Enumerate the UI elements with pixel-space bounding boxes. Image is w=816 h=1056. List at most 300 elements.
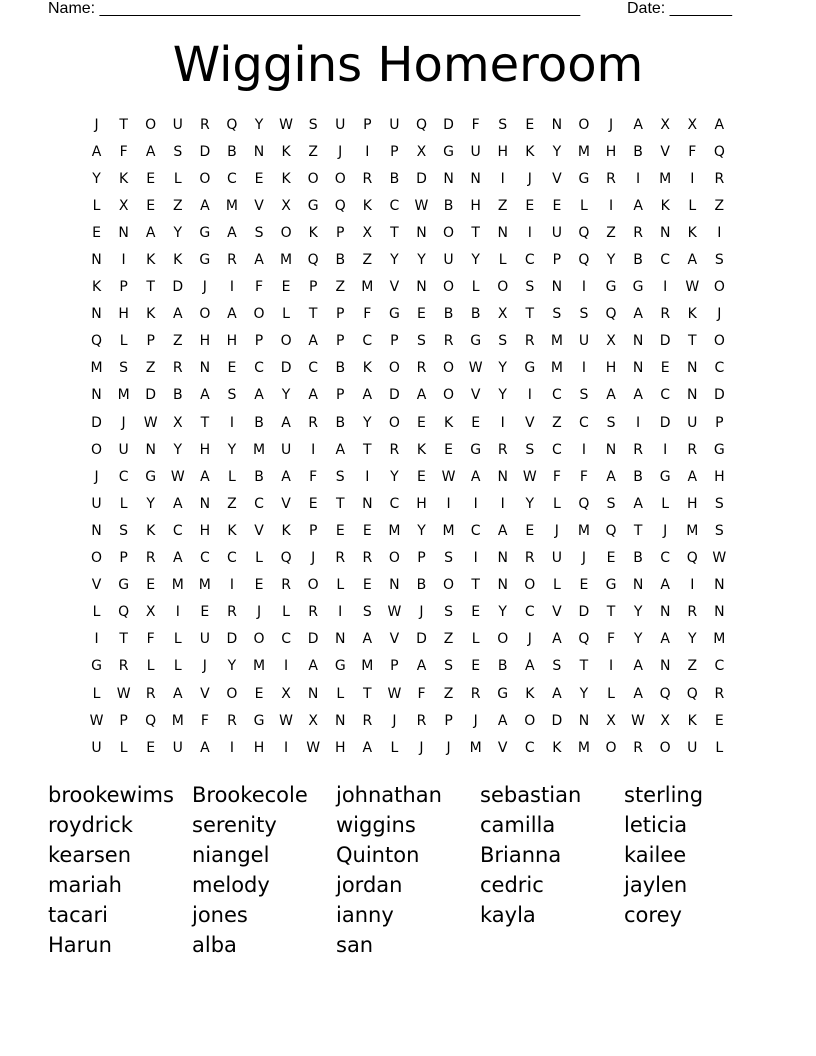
grid-letter[interactable]: P: [308, 279, 318, 296]
grid-letter[interactable]: A: [497, 712, 508, 729]
grid-letter[interactable]: F: [363, 306, 372, 323]
grid-letter[interactable]: J: [202, 658, 207, 675]
grid-letter[interactable]: S: [525, 279, 535, 296]
grid-letter[interactable]: O: [497, 631, 509, 648]
grid-letter[interactable]: I: [229, 279, 234, 296]
grid-letter[interactable]: I: [229, 577, 234, 594]
grid-letter[interactable]: E: [444, 441, 453, 458]
grid-letter[interactable]: A: [362, 739, 373, 756]
grid-letter[interactable]: M: [442, 522, 455, 539]
grid-letter[interactable]: H: [714, 468, 725, 485]
grid-letter[interactable]: M: [659, 170, 672, 187]
grid-letter[interactable]: F: [417, 685, 426, 702]
grid-letter[interactable]: V: [91, 577, 102, 594]
grid-letter[interactable]: S: [417, 333, 426, 350]
grid-letter[interactable]: M: [577, 739, 590, 756]
grid-letter[interactable]: J: [311, 550, 316, 567]
grid-letter[interactable]: S: [525, 441, 535, 458]
grid-letter[interactable]: X: [660, 712, 670, 729]
grid-letter[interactable]: N: [497, 577, 508, 594]
grid-letter[interactable]: D: [659, 414, 671, 431]
grid-letter[interactable]: P: [336, 387, 345, 404]
grid-letter[interactable]: L: [580, 197, 588, 214]
grid-letter[interactable]: Q: [145, 712, 157, 729]
grid-letter[interactable]: A: [416, 387, 427, 404]
grid-letter[interactable]: G: [497, 685, 509, 702]
grid-letter[interactable]: P: [254, 333, 264, 350]
grid-letter[interactable]: I: [365, 468, 370, 485]
grid-letter[interactable]: Q: [578, 252, 590, 269]
grid-letter[interactable]: I: [311, 441, 316, 458]
grid-letter[interactable]: I: [663, 441, 668, 458]
grid-letter[interactable]: Q: [659, 685, 671, 702]
grid-letter[interactable]: T: [606, 604, 616, 621]
grid-letter[interactable]: E: [281, 279, 291, 296]
grid-letter[interactable]: G: [443, 143, 454, 160]
grid-letter[interactable]: C: [470, 522, 481, 539]
grid-letter[interactable]: A: [91, 143, 102, 160]
grid-letter[interactable]: R: [308, 414, 319, 431]
grid-letter[interactable]: Q: [334, 197, 346, 214]
grid-letter[interactable]: L: [119, 739, 128, 756]
grid-letter[interactable]: W: [143, 414, 158, 431]
grid-letter[interactable]: K: [146, 522, 156, 539]
grid-letter[interactable]: W: [712, 550, 727, 567]
grid-letter[interactable]: W: [685, 279, 700, 296]
grid-letter[interactable]: D: [389, 387, 400, 404]
grid-letter[interactable]: Y: [363, 414, 372, 431]
grid-letter[interactable]: M: [388, 522, 401, 539]
grid-letter[interactable]: K: [146, 252, 156, 269]
grid-letter[interactable]: G: [578, 170, 590, 187]
grid-letter[interactable]: P: [146, 333, 155, 350]
grid-letter[interactable]: D: [145, 387, 157, 404]
grid-letter[interactable]: A: [633, 197, 643, 214]
grid-letter[interactable]: E: [92, 224, 101, 241]
grid-letter[interactable]: B: [254, 414, 264, 431]
grid-letter[interactable]: N: [253, 143, 265, 160]
grid-letter[interactable]: A: [552, 685, 562, 702]
grid-letter[interactable]: S: [714, 252, 724, 269]
grid-letter[interactable]: I: [581, 441, 587, 458]
grid-letter[interactable]: G: [253, 712, 265, 729]
grid-letter[interactable]: R: [145, 685, 156, 702]
grid-letter[interactable]: N: [659, 224, 671, 241]
grid-letter[interactable]: Q: [605, 522, 617, 539]
grid-letter[interactable]: O: [524, 577, 536, 594]
grid-letter[interactable]: I: [690, 170, 695, 187]
grid-letter[interactable]: U: [118, 441, 129, 458]
grid-letter[interactable]: T: [471, 224, 480, 241]
grid-letter[interactable]: O: [145, 116, 157, 133]
grid-letter[interactable]: G: [91, 658, 102, 675]
grid-letter[interactable]: N: [307, 685, 319, 702]
grid-letter[interactable]: G: [605, 279, 617, 296]
date-field-label[interactable]: Date: _______: [627, 0, 732, 17]
grid-letter[interactable]: D: [226, 631, 238, 648]
grid-letter[interactable]: A: [172, 495, 183, 512]
grid-letter[interactable]: O: [226, 685, 238, 702]
grid-letter[interactable]: B: [227, 143, 237, 160]
grid-letter[interactable]: F: [471, 116, 480, 133]
grid-letter[interactable]: P: [336, 224, 345, 241]
grid-letter[interactable]: C: [389, 197, 400, 214]
grid-letter[interactable]: M: [577, 143, 590, 160]
grid-letter[interactable]: R: [362, 170, 373, 187]
grid-letter[interactable]: M: [469, 739, 482, 756]
grid-letter[interactable]: C: [524, 739, 535, 756]
grid-letter[interactable]: R: [145, 550, 156, 567]
grid-letter[interactable]: G: [605, 577, 617, 594]
grid-letter[interactable]: D: [416, 170, 427, 187]
grid-letter[interactable]: P: [336, 306, 345, 323]
grid-letter[interactable]: B: [254, 468, 264, 485]
grid-letter[interactable]: L: [471, 631, 480, 648]
grid-letter[interactable]: E: [525, 116, 535, 133]
grid-letter[interactable]: N: [416, 279, 427, 296]
grid-letter[interactable]: G: [145, 468, 157, 485]
grid-letter[interactable]: L: [552, 495, 561, 512]
grid-letter[interactable]: Y: [687, 631, 697, 648]
grid-letter[interactable]: V: [552, 604, 562, 621]
grid-letter[interactable]: K: [362, 360, 372, 377]
grid-letter[interactable]: L: [173, 658, 182, 675]
grid-letter[interactable]: O: [443, 224, 455, 241]
grid-letter[interactable]: W: [441, 468, 456, 485]
grid-letter[interactable]: O: [253, 306, 265, 323]
grid-letter[interactable]: E: [525, 522, 535, 539]
grid-letter[interactable]: N: [335, 712, 346, 729]
grid-letter[interactable]: I: [284, 658, 289, 675]
grid-letter[interactable]: R: [118, 658, 129, 675]
grid-letter[interactable]: A: [633, 116, 643, 133]
grid-letter[interactable]: R: [281, 577, 291, 594]
grid-letter[interactable]: U: [551, 224, 562, 241]
grid-letter[interactable]: E: [525, 197, 535, 214]
grid-letter[interactable]: A: [308, 387, 318, 404]
grid-letter[interactable]: A: [200, 468, 210, 485]
grid-letter[interactable]: V: [254, 522, 264, 539]
grid-letter[interactable]: U: [280, 441, 292, 458]
grid-letter[interactable]: M: [171, 712, 184, 729]
grid-letter[interactable]: E: [146, 197, 156, 214]
grid-letter[interactable]: E: [714, 712, 724, 729]
grid-letter[interactable]: Y: [525, 495, 535, 512]
grid-letter[interactable]: T: [119, 116, 128, 133]
grid-letter[interactable]: C: [227, 170, 237, 187]
grid-letter[interactable]: R: [172, 360, 183, 377]
grid-letter[interactable]: A: [362, 387, 373, 404]
grid-letter[interactable]: E: [146, 739, 156, 756]
grid-letter[interactable]: S: [362, 604, 372, 621]
grid-letter[interactable]: W: [414, 197, 429, 214]
grid-letter[interactable]: E: [335, 522, 345, 539]
grid-letter[interactable]: D: [713, 387, 725, 404]
grid-letter[interactable]: H: [605, 360, 617, 377]
grid-letter[interactable]: E: [660, 360, 670, 377]
grid-letter[interactable]: A: [172, 550, 183, 567]
grid-letter[interactable]: S: [498, 116, 508, 133]
grid-letter[interactable]: T: [335, 495, 345, 512]
grid-letter[interactable]: N: [470, 170, 481, 187]
grid-letter[interactable]: Z: [145, 360, 156, 377]
grid-letter[interactable]: L: [607, 685, 615, 702]
grid-letter[interactable]: K: [443, 414, 454, 431]
grid-letter[interactable]: L: [173, 170, 182, 187]
grid-letter[interactable]: J: [256, 604, 262, 621]
grid-letter[interactable]: T: [308, 306, 318, 323]
grid-letter[interactable]: N: [91, 252, 102, 269]
grid-letter[interactable]: H: [334, 739, 346, 756]
grid-letter[interactable]: S: [579, 387, 589, 404]
grid-letter[interactable]: B: [443, 306, 454, 323]
grid-letter[interactable]: Z: [335, 279, 346, 296]
grid-letter[interactable]: U: [578, 333, 590, 350]
grid-letter[interactable]: A: [172, 306, 183, 323]
grid-letter[interactable]: L: [119, 333, 128, 350]
grid-letter[interactable]: K: [687, 712, 697, 729]
grid-letter[interactable]: S: [552, 306, 562, 323]
grid-letter[interactable]: N: [91, 522, 102, 539]
grid-letter[interactable]: Y: [146, 495, 155, 512]
grid-letter[interactable]: O: [443, 387, 455, 404]
grid-letter[interactable]: O: [253, 631, 265, 648]
grid-letter[interactable]: O: [659, 739, 671, 756]
grid-letter[interactable]: A: [172, 685, 183, 702]
grid-letter[interactable]: I: [527, 387, 532, 404]
grid-letter[interactable]: C: [199, 550, 210, 567]
grid-letter[interactable]: U: [199, 631, 210, 648]
grid-letter[interactable]: S: [227, 387, 237, 404]
grid-letter[interactable]: Q: [578, 224, 590, 241]
grid-letter[interactable]: U: [389, 116, 400, 133]
grid-letter[interactable]: I: [636, 414, 641, 431]
grid-letter[interactable]: L: [661, 495, 670, 512]
grid-letter[interactable]: B: [470, 306, 481, 323]
grid-letter[interactable]: X: [281, 685, 291, 702]
grid-letter[interactable]: A: [633, 658, 643, 675]
grid-letter[interactable]: R: [362, 550, 373, 567]
grid-letter[interactable]: C: [308, 360, 319, 377]
grid-letter[interactable]: W: [522, 468, 537, 485]
grid-letter[interactable]: H: [199, 441, 211, 458]
grid-letter[interactable]: H: [416, 495, 427, 512]
grid-letter[interactable]: R: [606, 170, 616, 187]
grid-letter[interactable]: O: [605, 739, 617, 756]
grid-letter[interactable]: O: [388, 550, 400, 567]
grid-letter[interactable]: P: [390, 333, 399, 350]
grid-letter[interactable]: L: [282, 604, 290, 621]
grid-letter[interactable]: E: [362, 522, 372, 539]
grid-letter[interactable]: K: [119, 170, 129, 187]
grid-letter[interactable]: D: [199, 143, 211, 160]
grid-letter[interactable]: B: [172, 387, 183, 404]
grid-letter[interactable]: A: [281, 468, 291, 485]
grid-letter[interactable]: Y: [227, 658, 237, 675]
grid-letter[interactable]: O: [443, 279, 455, 296]
grid-letter[interactable]: N: [659, 604, 671, 621]
grid-letter[interactable]: Q: [226, 116, 238, 133]
grid-letter[interactable]: K: [281, 170, 291, 187]
grid-letter[interactable]: R: [524, 550, 535, 567]
grid-letter[interactable]: Z: [308, 143, 318, 160]
grid-letter[interactable]: I: [229, 739, 234, 756]
grid-letter[interactable]: A: [687, 468, 698, 485]
grid-letter[interactable]: M: [550, 360, 563, 377]
grid-letter[interactable]: Z: [227, 495, 237, 512]
grid-letter[interactable]: R: [714, 685, 725, 702]
grid-letter[interactable]: B: [335, 414, 346, 431]
grid-letter[interactable]: S: [498, 333, 508, 350]
grid-letter[interactable]: F: [579, 468, 588, 485]
grid-letter[interactable]: S: [335, 468, 345, 485]
grid-letter[interactable]: B: [497, 658, 508, 675]
grid-letter[interactable]: I: [121, 252, 126, 269]
grid-letter[interactable]: K: [91, 279, 102, 296]
grid-letter[interactable]: L: [715, 739, 724, 756]
grid-letter[interactable]: T: [200, 414, 210, 431]
grid-letter[interactable]: N: [362, 495, 373, 512]
grid-letter[interactable]: E: [362, 577, 372, 594]
grid-letter[interactable]: A: [281, 414, 291, 431]
grid-letter[interactable]: L: [471, 279, 480, 296]
grid-letter[interactable]: U: [172, 739, 183, 756]
grid-letter[interactable]: Y: [417, 522, 426, 539]
grid-letter[interactable]: H: [226, 333, 238, 350]
grid-letter[interactable]: Q: [686, 685, 698, 702]
grid-letter[interactable]: A: [308, 658, 318, 675]
grid-letter[interactable]: I: [608, 197, 614, 214]
grid-letter[interactable]: T: [363, 685, 372, 702]
grid-letter[interactable]: C: [281, 631, 291, 648]
grid-letter[interactable]: Y: [227, 441, 237, 458]
grid-letter[interactable]: I: [473, 495, 478, 512]
grid-letter[interactable]: X: [308, 712, 318, 729]
grid-letter[interactable]: R: [362, 712, 373, 729]
grid-letter[interactable]: M: [252, 441, 266, 458]
grid-letter[interactable]: A: [227, 224, 237, 241]
grid-letter[interactable]: A: [200, 739, 210, 756]
grid-letter[interactable]: Q: [578, 495, 590, 512]
grid-letter[interactable]: U: [91, 495, 102, 512]
grid-letter[interactable]: A: [335, 441, 346, 458]
grid-letter[interactable]: W: [468, 360, 483, 377]
grid-letter[interactable]: D: [307, 631, 319, 648]
grid-letter[interactable]: O: [578, 116, 590, 133]
grid-letter[interactable]: O: [713, 333, 725, 350]
grid-letter[interactable]: S: [119, 522, 129, 539]
grid-letter[interactable]: W: [631, 712, 646, 729]
grid-letter[interactable]: V: [254, 197, 264, 214]
grid-letter[interactable]: A: [145, 224, 156, 241]
grid-letter[interactable]: G: [118, 577, 130, 594]
grid-letter[interactable]: D: [91, 414, 102, 431]
grid-letter[interactable]: A: [687, 252, 698, 269]
grid-letter[interactable]: U: [687, 414, 698, 431]
grid-letter[interactable]: D: [416, 631, 427, 648]
grid-letter[interactable]: A: [525, 658, 535, 675]
grid-letter[interactable]: N: [714, 577, 725, 594]
grid-letter[interactable]: L: [498, 252, 507, 269]
grid-letter[interactable]: A: [470, 468, 481, 485]
grid-letter[interactable]: H: [118, 306, 129, 323]
grid-letter[interactable]: B: [416, 577, 427, 594]
grid-letter[interactable]: P: [390, 143, 399, 160]
grid-letter[interactable]: K: [525, 685, 535, 702]
grid-letter[interactable]: A: [308, 333, 318, 350]
grid-letter[interactable]: R: [416, 360, 427, 377]
grid-letter[interactable]: Q: [415, 116, 427, 133]
grid-letter[interactable]: E: [254, 170, 264, 187]
grid-letter[interactable]: W: [89, 712, 104, 729]
grid-letter[interactable]: A: [200, 197, 210, 214]
grid-letter[interactable]: A: [633, 495, 643, 512]
grid-letter[interactable]: O: [443, 360, 455, 377]
grid-letter[interactable]: G: [334, 658, 346, 675]
grid-letter[interactable]: C: [524, 604, 535, 621]
grid-letter[interactable]: N: [632, 333, 644, 350]
grid-letter[interactable]: I: [229, 414, 234, 431]
grid-letter[interactable]: T: [146, 279, 155, 296]
grid-letter[interactable]: A: [254, 252, 264, 269]
grid-letter[interactable]: F: [146, 631, 155, 648]
grid-letter[interactable]: F: [200, 712, 209, 729]
grid-letter[interactable]: Q: [91, 333, 103, 350]
grid-letter[interactable]: B: [633, 550, 643, 567]
grid-letter[interactable]: M: [90, 360, 103, 377]
grid-letter[interactable]: U: [470, 143, 481, 160]
grid-letter[interactable]: C: [660, 387, 671, 404]
grid-letter[interactable]: U: [443, 252, 454, 269]
grid-letter[interactable]: M: [686, 522, 699, 539]
grid-letter[interactable]: R: [633, 224, 643, 241]
grid-letter[interactable]: V: [200, 685, 210, 702]
grid-letter[interactable]: O: [280, 224, 292, 241]
grid-letter[interactable]: Z: [497, 197, 508, 214]
grid-letter[interactable]: S: [444, 550, 453, 567]
grid-letter[interactable]: T: [119, 631, 128, 648]
grid-letter[interactable]: M: [550, 333, 563, 350]
grid-letter[interactable]: B: [335, 252, 346, 269]
grid-letter[interactable]: X: [687, 116, 698, 133]
grid-letter[interactable]: L: [92, 685, 101, 702]
grid-letter[interactable]: Z: [552, 414, 562, 431]
grid-letter[interactable]: A: [633, 387, 643, 404]
grid-letter[interactable]: X: [172, 414, 183, 431]
grid-letter[interactable]: G: [524, 360, 536, 377]
grid-letter[interactable]: E: [471, 658, 481, 675]
grid-letter[interactable]: K: [525, 143, 535, 160]
grid-letter[interactable]: L: [92, 604, 101, 621]
grid-letter[interactable]: O: [199, 306, 211, 323]
grid-letter[interactable]: E: [579, 577, 589, 594]
name-field-label[interactable]: Name: ______________________________________________________: [48, 0, 581, 17]
grid-letter[interactable]: Z: [172, 333, 183, 350]
grid-letter[interactable]: V: [525, 414, 535, 431]
grid-letter[interactable]: J: [392, 712, 397, 729]
grid-letter[interactable]: C: [227, 550, 237, 567]
grid-letter[interactable]: R: [443, 333, 454, 350]
grid-letter[interactable]: X: [362, 224, 373, 241]
grid-letter[interactable]: V: [389, 279, 400, 296]
grid-letter[interactable]: R: [335, 550, 346, 567]
grid-letter[interactable]: C: [254, 495, 264, 512]
grid-letter[interactable]: I: [608, 658, 614, 675]
grid-letter[interactable]: R: [633, 739, 643, 756]
grid-letter[interactable]: E: [227, 360, 237, 377]
grid-letter[interactable]: W: [279, 712, 293, 729]
grid-letter[interactable]: E: [471, 604, 481, 621]
